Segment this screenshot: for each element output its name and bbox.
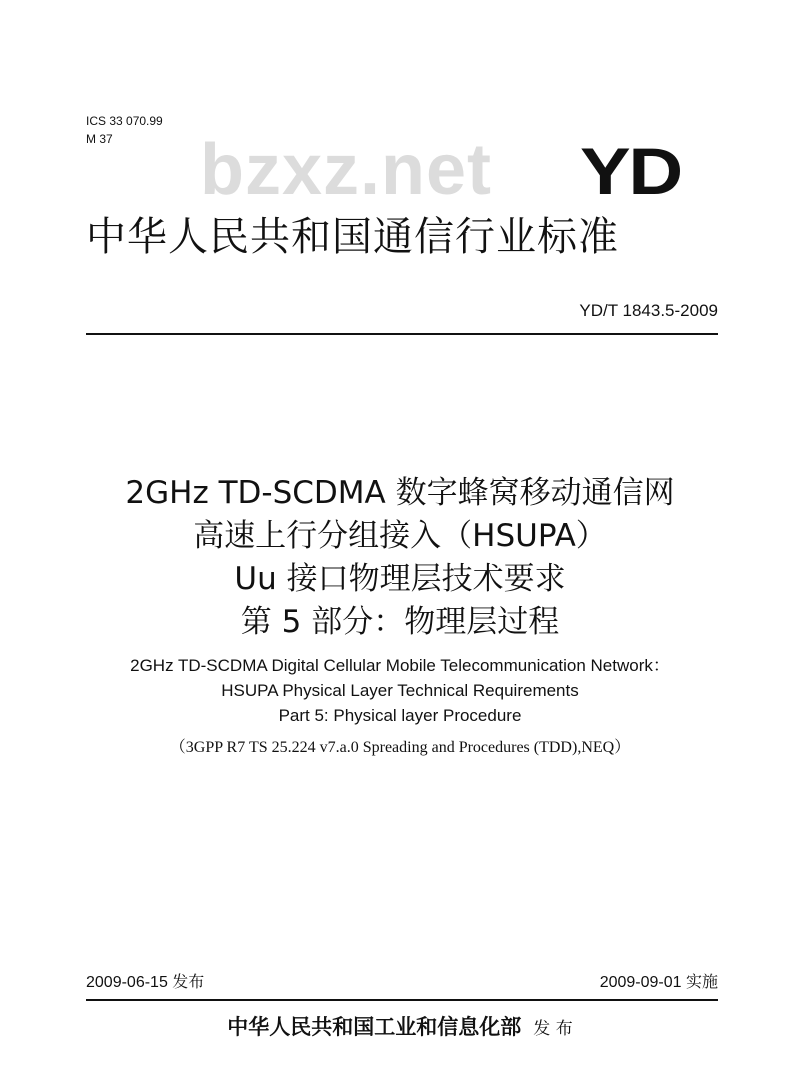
publisher-name: 中华人民共和国工业和信息化部	[227, 1014, 522, 1039]
reference-note: （3GPP R7 TS 25.224 v7.a.0 Spreading and Procedures (TDD),NEQ）	[169, 739, 631, 756]
english-title-line: Part 5: Physical layer Procedure	[278, 706, 522, 725]
chinese-title-line: 第 5 部分：物理层过程	[240, 604, 560, 640]
yd-logo: YD	[580, 134, 681, 208]
ics-code: ICS 33 070.99	[86, 114, 163, 128]
category-code: M 37	[86, 132, 113, 146]
standard-category-title: 中华人民共和国通信行业标准	[86, 214, 619, 260]
standard-number: YD/T 1843.5-2009	[579, 301, 718, 320]
english-title-line: 2GHz TD-SCDMA Digital Cellular Mobile Telecommunication Network：	[130, 656, 670, 675]
issue-date: 2009-06-15 发布	[86, 974, 205, 991]
chinese-title-line: Uu 接口物理层技术要求	[234, 561, 566, 597]
english-title	[0, 653, 800, 728]
chinese-title-line: 2GHz TD-SCDMA 数字蜂窝移动通信网	[125, 475, 675, 511]
english-title-line: HSUPA Physical Layer Technical Requirements	[221, 681, 579, 700]
chinese-title-line: 高速上行分组接入（HSUPA）	[193, 518, 607, 554]
watermark: bzxz.net	[200, 130, 493, 210]
publisher-line	[0, 1012, 800, 1044]
bottom-divider	[86, 999, 718, 1001]
publisher-action: 发 布	[533, 1019, 573, 1039]
top-divider	[86, 333, 718, 335]
implementation-date: 2009-09-01 实施	[599, 974, 718, 991]
classification-codes	[86, 112, 163, 148]
chinese-title	[0, 472, 800, 644]
